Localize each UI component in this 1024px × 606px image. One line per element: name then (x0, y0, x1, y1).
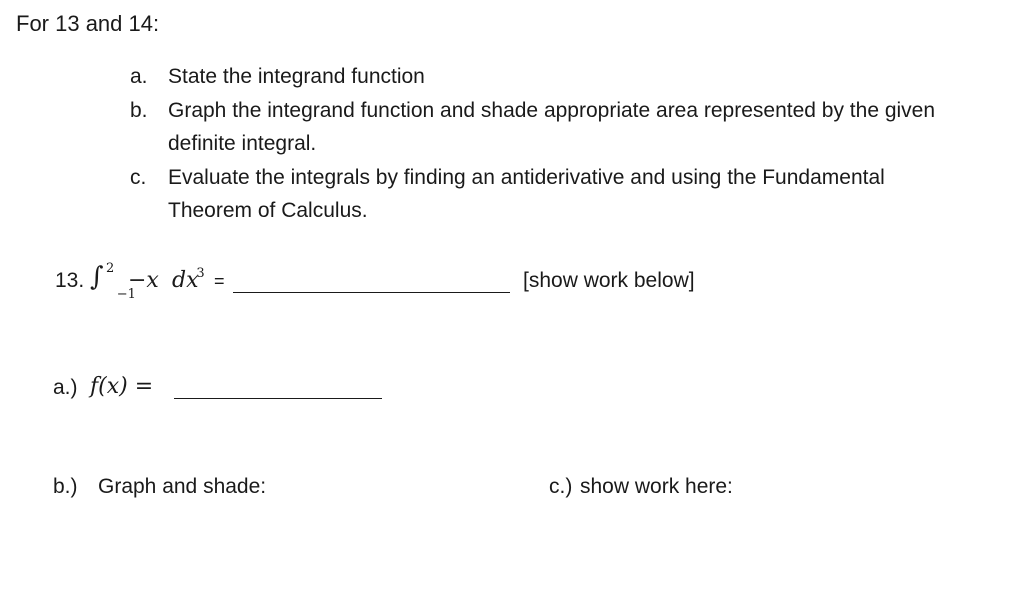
integrand-exponent: 3 (196, 266, 205, 281)
differential: dx (172, 268, 199, 293)
integral-sign: ∫ (90, 262, 104, 292)
instruction-item-a (130, 60, 970, 94)
part-a-label: a.) (53, 376, 78, 399)
integrand: −x (128, 268, 159, 293)
instruction-marker: a. (130, 65, 148, 88)
lower-limit: −1 (116, 287, 136, 302)
graph-shade-label: Graph and shade: (98, 475, 267, 498)
upper-limit: 2 (106, 261, 115, 276)
function-expression: f(x) = (90, 374, 154, 399)
show-work-label: show work here: (580, 475, 733, 498)
instruction-text: Evaluate the integrals by finding an antiderivative and using the Fundamental Theorem of Calculus. (168, 165, 885, 222)
section-heading: For 13 and 14: (16, 11, 160, 36)
part-b-label: b.) (53, 475, 78, 498)
part-c-label: c.) (549, 475, 573, 498)
equals-sign: = (214, 271, 225, 291)
instructions-list (130, 60, 970, 228)
answer-blank[interactable] (233, 292, 510, 293)
show-work-note: [show work below] (523, 269, 695, 292)
problem-number: 13. (55, 269, 85, 292)
instruction-text: Graph the integrand function and shade appropriate area represented by the given definite integral. (168, 98, 936, 155)
function-blank[interactable] (174, 398, 382, 399)
instruction-item-b (130, 94, 970, 161)
instruction-text: State the integrand function (168, 65, 425, 88)
instruction-marker: c. (130, 165, 147, 189)
instruction-item-c (130, 161, 970, 228)
instruction-marker: b. (130, 98, 148, 122)
